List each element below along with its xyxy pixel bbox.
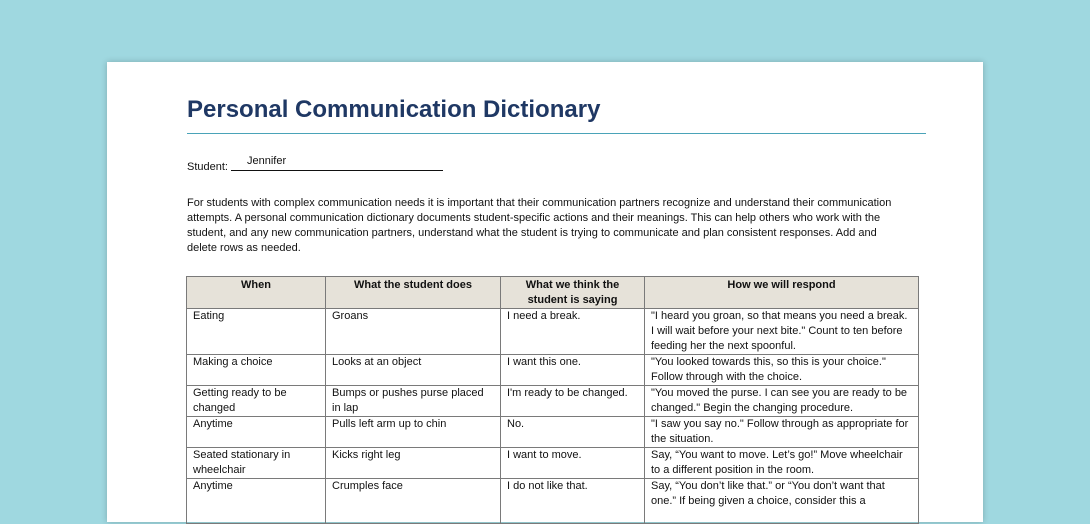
document-page: [107, 62, 983, 522]
table-row: [187, 448, 919, 479]
header-student-does: What the student does: [326, 277, 501, 309]
cell-when[interactable]: Seated stationary in wheelchair: [187, 448, 326, 479]
cell-student-saying[interactable]: No.: [501, 417, 645, 448]
table-row: [187, 355, 919, 386]
cell-student-does[interactable]: Kicks right leg: [326, 448, 501, 479]
header-student-saying: What we think the student is saying: [501, 277, 645, 309]
cell-when[interactable]: Eating: [187, 309, 326, 355]
cell-response[interactable]: "You looked towards this, so this is your choice." Follow through with the choice.: [645, 355, 919, 386]
title-underline: [187, 133, 926, 134]
cell-student-does[interactable]: Bumps or pushes purse placed in lap: [326, 386, 501, 417]
student-label: Student:: [187, 161, 228, 173]
table-row: [187, 479, 919, 524]
cell-student-does[interactable]: Looks at an object: [326, 355, 501, 386]
cell-response[interactable]: "You moved the purse. I can see you are ready to be changed." Begin the changing procedure.: [645, 386, 919, 417]
cell-student-saying[interactable]: I do not like that.: [501, 479, 645, 524]
header-response: How we will respond: [645, 277, 919, 309]
table-row: [187, 309, 919, 355]
cell-when[interactable]: Anytime: [187, 417, 326, 448]
student-name-value[interactable]: Jennifer: [231, 155, 443, 171]
page-title: Personal Communication Dictionary: [187, 96, 601, 123]
cell-response[interactable]: Say, “You don’t like that.” or “You don’t want that one.” If being given a choice, consider this a: [645, 479, 919, 524]
cell-student-saying[interactable]: I want to move.: [501, 448, 645, 479]
table-row: [187, 386, 919, 417]
cell-when[interactable]: Getting ready to be changed: [187, 386, 326, 417]
cell-response[interactable]: Say, “You want to move. Let’s go!” Move wheelchair to a different position in the room.: [645, 448, 919, 479]
table-header-row: [187, 277, 919, 309]
cell-student-does[interactable]: Pulls left arm up to chin: [326, 417, 501, 448]
cell-student-does[interactable]: Groans: [326, 309, 501, 355]
cell-student-saying[interactable]: I want this one.: [501, 355, 645, 386]
cell-student-saying[interactable]: I need a break.: [501, 309, 645, 355]
cell-when[interactable]: Anytime: [187, 479, 326, 524]
cell-response[interactable]: "I heard you groan, so that means you need a break. I will wait before your next bite." Count to ten before feeding her the next spoonful.: [645, 309, 919, 355]
communication-dictionary-table: [186, 276, 919, 524]
table-row: [187, 417, 919, 448]
cell-when[interactable]: Making a choice: [187, 355, 326, 386]
cell-student-does[interactable]: Crumples face: [326, 479, 501, 524]
cell-response[interactable]: "I saw you say no." Follow through as appropriate for the situation.: [645, 417, 919, 448]
intro-paragraph: For students with complex communication needs it is important that their communication partners recognize and understand their communication attempts. A personal communication dictionary documents student-specific actions and their meanings. This can help others who work with the student, and any new communication partners, understand what the student is trying to communicate and plan consistent responses. Add and delete rows as needed.: [187, 197, 892, 254]
cell-student-saying[interactable]: I'm ready to be changed.: [501, 386, 645, 417]
header-when: When: [187, 277, 326, 309]
